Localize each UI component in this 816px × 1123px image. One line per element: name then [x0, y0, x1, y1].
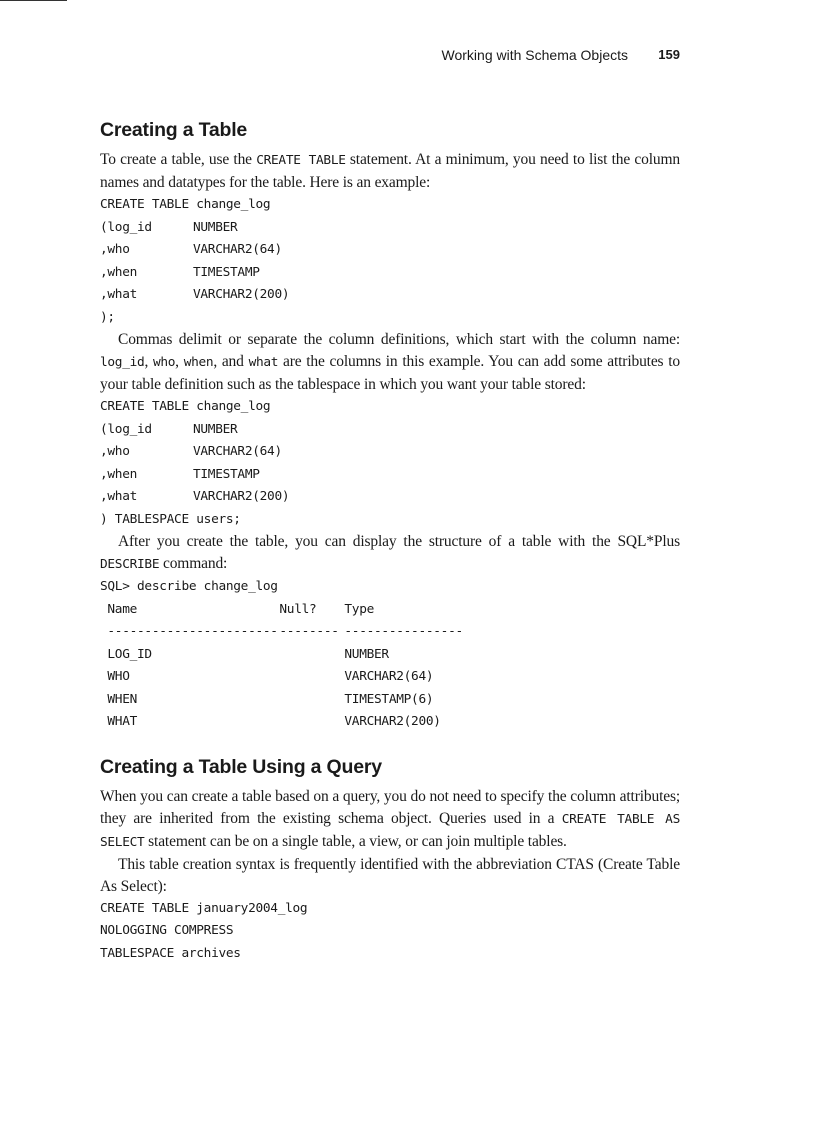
running-header	[100, 47, 680, 67]
code-line	[100, 217, 680, 240]
text-run: statement can be on a single table, a view, or can join multiple tables.	[144, 832, 567, 850]
code-column-type: VARCHAR2(64)	[193, 242, 282, 257]
code-line: );	[100, 309, 115, 325]
inline-code: who	[152, 355, 176, 370]
code-column-type: NUMBER	[193, 421, 238, 437]
corner-crop-mark	[0, 0, 67, 1]
code-column-type: VARCHAR2(200)	[193, 287, 290, 302]
code-line: NOLOGGING COMPRESS	[100, 923, 234, 938]
inline-code: log_id	[100, 355, 145, 370]
describe-row-type: VARCHAR2(200)	[344, 714, 441, 729]
section-heading-creating-a-table-using-a-query: Creating a Table Using a Query	[100, 755, 382, 778]
paragraph-commas	[100, 329, 680, 396]
paragraph-ctas: This table creation syntax is frequently identified with the abbreviation CTAS (Create Table As Select):	[100, 855, 680, 895]
code-column-name: ,when	[100, 264, 138, 280]
text-run: ,	[144, 353, 153, 370]
page-body	[100, 117, 680, 965]
code-column-name: ,what	[100, 489, 138, 504]
text-run: ,	[175, 353, 184, 370]
code-block-create-table	[100, 194, 680, 329]
describe-header-row	[100, 599, 680, 622]
code-line: CREATE TABLE change_log	[100, 399, 271, 414]
code-column-name: ,when	[100, 466, 138, 482]
describe-dashes-name: -----------------------	[107, 624, 278, 639]
describe-row-name: WHAT	[107, 714, 138, 729]
code-column-name: ,what	[100, 287, 138, 302]
code-column-type: VARCHAR2(200)	[193, 489, 290, 504]
describe-dash-row	[100, 621, 680, 644]
code-column-type: NUMBER	[193, 219, 238, 235]
code-line: SQL> describe change_log	[100, 579, 278, 594]
page-number: 159	[658, 47, 680, 62]
code-line	[100, 419, 680, 442]
code-block-ctas	[100, 898, 680, 966]
describe-row-type: NUMBER	[344, 646, 389, 662]
inline-code: when	[183, 355, 214, 370]
code-column-type: VARCHAR2(64)	[193, 444, 282, 459]
code-line: CREATE TABLE january2004_log	[100, 900, 308, 916]
code-line	[100, 262, 680, 285]
code-line: TABLESPACE archives	[100, 945, 241, 961]
inline-code: DESCRIBE	[100, 557, 160, 572]
code-column-name: (log_id	[100, 219, 152, 235]
code-column-name: (log_id	[100, 421, 152, 437]
text-run: , and	[213, 353, 249, 370]
code-block-describe-output	[100, 576, 680, 734]
code-line: ) TABLESPACE users;	[100, 511, 241, 527]
describe-dashes-type: ----------------	[344, 624, 463, 639]
code-line	[100, 486, 680, 509]
code-line	[100, 239, 680, 262]
describe-row-type: TIMESTAMP(6)	[344, 691, 434, 707]
inline-code: CREATE TABLE	[256, 153, 346, 168]
paragraph-describe	[100, 531, 680, 576]
describe-row-type: VARCHAR2(64)	[344, 669, 434, 684]
code-line	[100, 441, 680, 464]
describe-header-name: Name	[107, 601, 138, 617]
code-column-name: ,who	[100, 242, 130, 257]
paragraph-query-intro	[100, 786, 680, 854]
code-line	[100, 464, 680, 487]
describe-row-name: WHEN	[107, 691, 138, 707]
describe-row	[100, 711, 680, 734]
describe-header-type: Type	[344, 601, 375, 617]
code-line: CREATE TABLE change_log	[100, 197, 271, 212]
code-column-type: TIMESTAMP	[193, 264, 260, 280]
describe-row	[100, 689, 680, 712]
running-title: Working with Schema Objects	[441, 47, 628, 63]
text-run: are the columns in this example. You can add some attributes to your table definition such as the tablespace in which you want your table stored:	[100, 353, 680, 393]
code-column-type: TIMESTAMP	[193, 466, 260, 482]
describe-row-name: LOG_ID	[107, 646, 152, 662]
text-run: To create a table, use the	[100, 151, 257, 168]
text-run: When you can create a table based on a query, you do not need to specify the column attributes; they are inherited from the existing schema object. Queries used in a	[100, 787, 680, 827]
paragraph-intro	[100, 149, 680, 194]
describe-row-name: WHO	[107, 669, 130, 684]
section-heading-creating-a-table: Creating a Table	[100, 119, 248, 141]
describe-row	[100, 666, 680, 689]
describe-row	[100, 644, 680, 667]
text-run: Commas delimit or separate the column definitions, which start with the column name:	[118, 331, 680, 348]
describe-dashes-null: --------	[279, 624, 339, 639]
text-run: statement. At a minimum, you need to list the column names and datatypes for the table. Here is an example:	[100, 151, 680, 191]
describe-header-null: Null?	[279, 601, 317, 617]
text-run: command:	[159, 555, 228, 572]
code-block-create-table-tablespace	[100, 396, 680, 531]
inline-code: CREATE TABLE AS SELECT	[100, 811, 680, 850]
inline-code: what	[248, 355, 279, 370]
code-line	[100, 284, 680, 307]
code-column-name: ,who	[100, 444, 130, 459]
text-run: After you create the table, you can display the structure of a table with the SQL*Plus	[118, 533, 680, 550]
